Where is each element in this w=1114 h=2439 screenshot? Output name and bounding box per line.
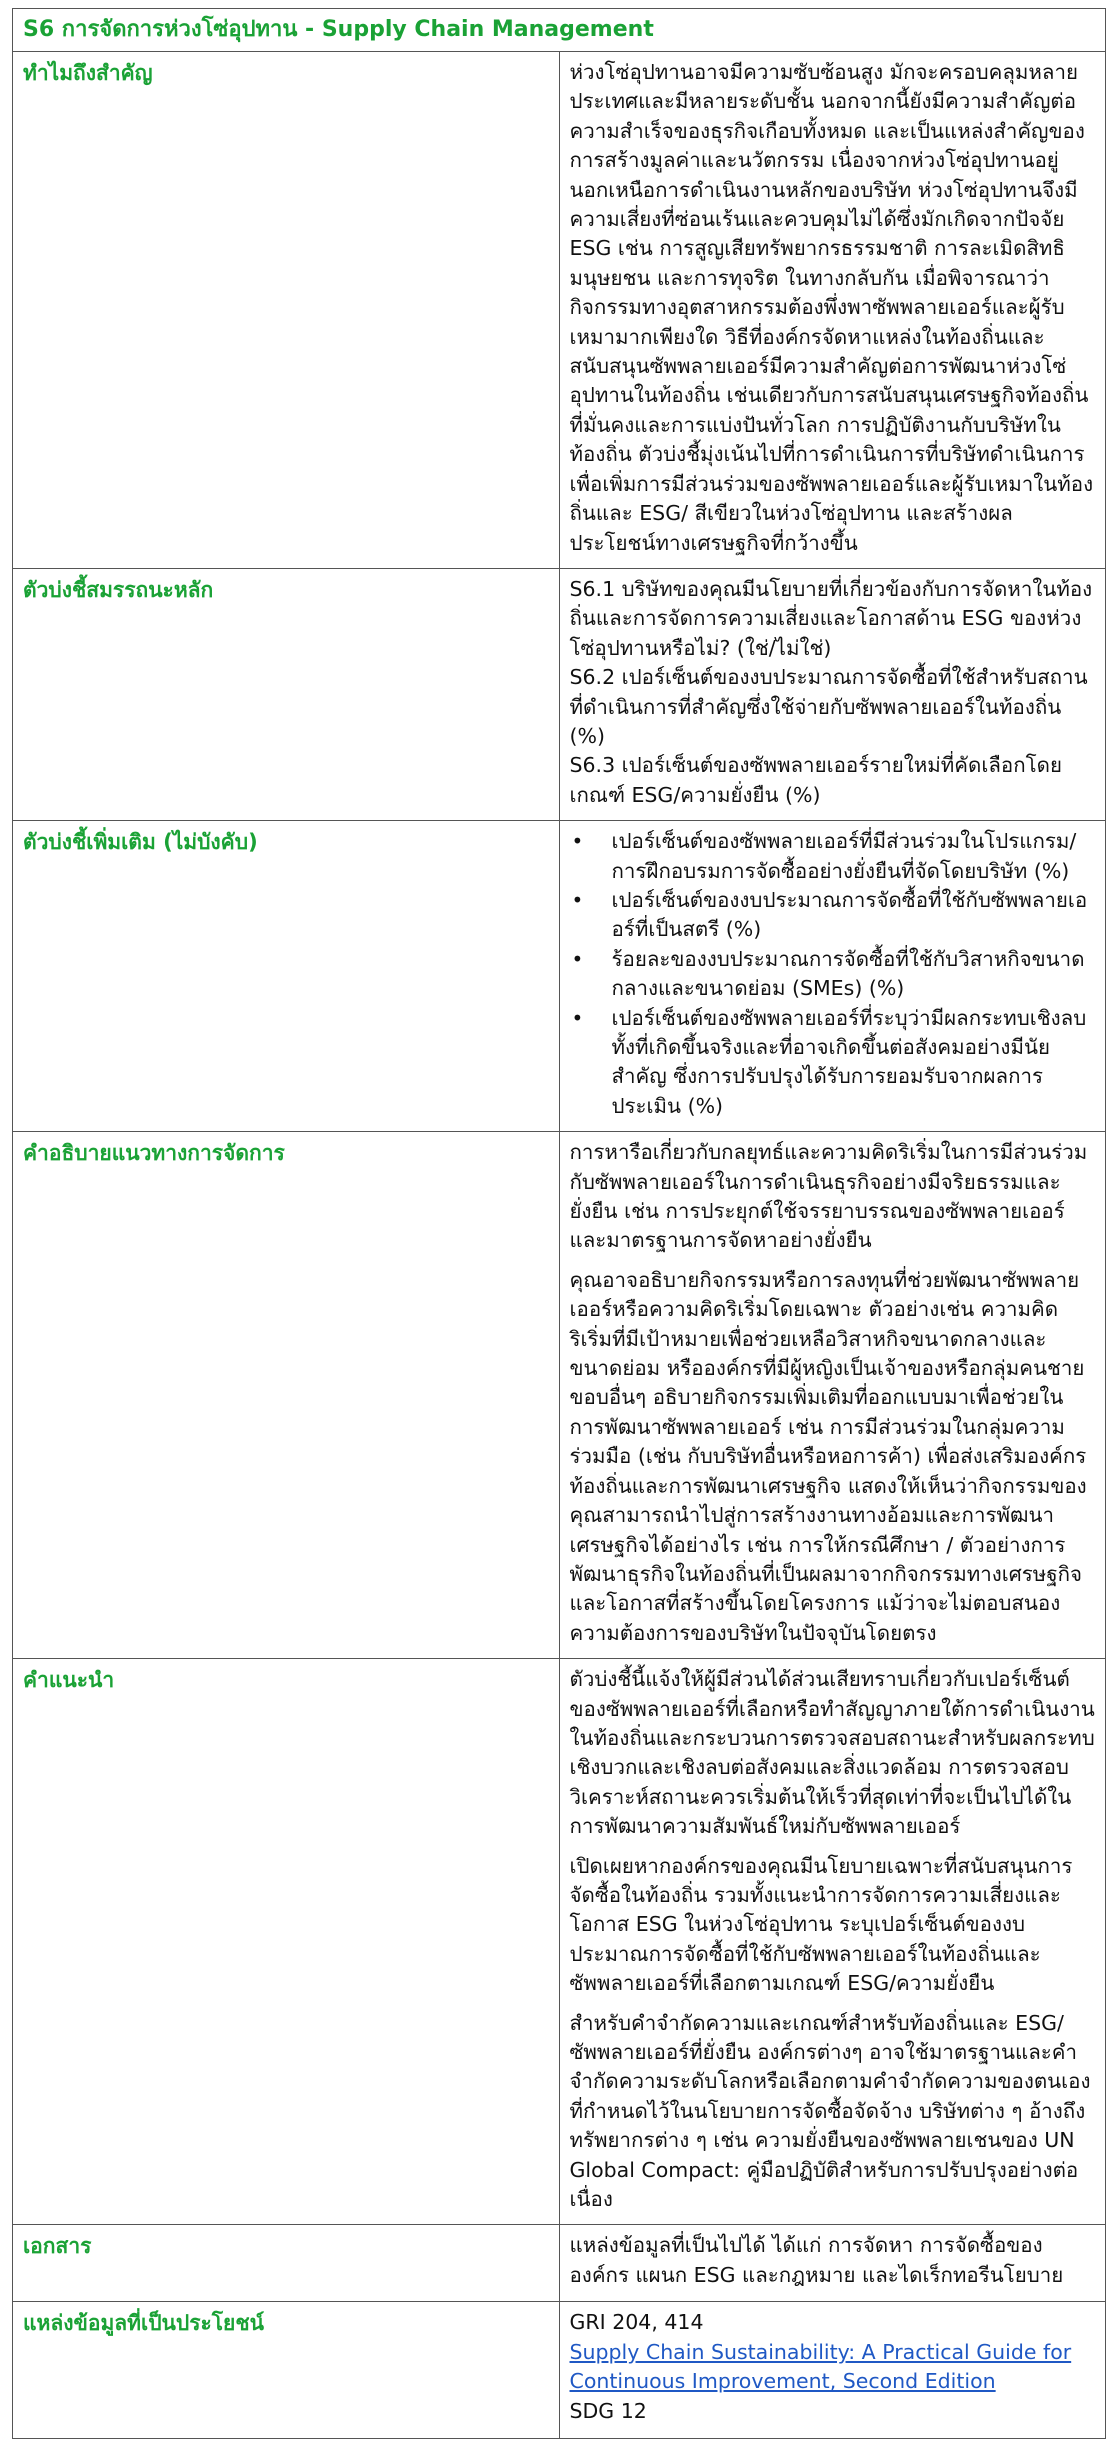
row-content-core-kpi bbox=[559, 568, 1106, 820]
row-useful-resources bbox=[13, 2302, 1106, 2439]
row-why-important bbox=[13, 52, 1106, 569]
row-management-approach bbox=[13, 1132, 1106, 1659]
row-label-useful-resources: แหล่งข้อมูลที่เป็นประโยชน์ bbox=[13, 2302, 560, 2439]
document-page bbox=[12, 8, 1106, 2439]
kpi-s6-2: S6.2 เปอร์เซ็นต์ของงบประมาณการจัดซื้อที่ใช้สำหรับสถานที่ดำเนินการที่สำคัญซึ่งใช้จ่ายกับซัพพลายเออร์ในท้องถิ่น (%) bbox=[569, 665, 1088, 748]
row-label-additional-kpi: ตัวบ่งชี้เพิ่มเติม (ไม่บังคับ) bbox=[13, 821, 560, 1132]
paragraph: ตัวบ่งชี้นี้แจ้งให้ผู้มีส่วนได้ส่วนเสียทราบเกี่ยวกับเปอร์เซ็นต์ของซัพพลายเออร์ที่เลือกหรือทำสัญญาภายใต้การดำเนินงานในท้องถิ่นและกระบวนการตรวจสอบสถานะสำหรับผลกระทบเชิงบวกและเชิงลบต่อสังคมและสิ่งแวดล้อม การตรวจสอบวิเคราะห์สถานะควรเริ่มต้นให้เร็วที่สุดเท่าที่จะเป็นไปได้ในการพัฒนาความสัมพันธ์ใหม่กับซัพพลายเออร์ bbox=[569, 1667, 1095, 1839]
row-additional-kpi bbox=[13, 821, 1106, 1132]
list-item: • เปอร์เซ็นต์ของซัพพลายเออร์ที่มีส่วนร่วมในโปรแกรม/การฝึกอบรมการจัดซื้ออย่างยั่งยืนที่จัดโดยบริษัท (%) bbox=[570, 827, 1096, 886]
paragraph: แหล่งข้อมูลที่เป็นไปได้ ได้แก่ การจัดหา การจัดซื้อขององค์กร แผนก ESG และกฎหมาย และไดเร็กทอรีนโยบาย bbox=[569, 2233, 1064, 2287]
list-item: • เปอร์เซ็นต์ของงบประมาณการจัดซื้อที่ใช้กับซัพพลายเออร์ที่เป็นสตรี (%) bbox=[570, 886, 1096, 945]
reference-sdg: SDG 12 bbox=[569, 2398, 647, 2423]
supply-chain-guide-link[interactable]: Supply Chain Sustainability: A Practical Guide for Continuous Improvement, Second Edition bbox=[569, 2339, 1072, 2394]
row-documents bbox=[13, 2225, 1106, 2302]
reference-gri: GRI 204, 414 bbox=[569, 2310, 704, 2335]
row-content-additional-kpi bbox=[559, 821, 1106, 1132]
list-item: • เปอร์เซ็นต์ของซัพพลายเออร์ที่ระบุว่ามีผลกระทบเชิงลบทั้งที่เกิดขึ้นจริงและที่อาจเกิดขึ้นต่อสังคมอย่างมีนัยสำคัญ ซึ่งการปรับปรุงได้รับการยอมรับจากผลการประเมิน (%) bbox=[570, 1004, 1096, 1122]
paragraph: ห่วงโซ่อุปทานอาจมีความซับซ้อนสูง มักจะครอบคลุมหลายประเทศและมีหลายระดับชั้น นอกจากนี้ยังมีความสำคัญต่อความสำเร็จของธุรกิจเกือบทั้งหมด และเป็นแหล่งสำคัญของการสร้างมูลค่าและนวัตกรรม เนื่องจากห่วงโซ่อุปทานอยู่นอกเหนือการดำเนินงานหลักของบริษัท ห่วงโซ่อุปทานจึงมีความเสี่ยงที่ซ่อนเร้นและควบคุมไม่ได้ซึ่งมักเกิดจากปัจจัย ESG เช่น การสูญเสียทรัพยากรธรรมชาติ การละเมิดสิทธิมนุษยชน และการทุจริต ในทางกลับกัน เมื่อพิจารณาว่ากิจกรรมทางอุตสาหกรรมต้องพึ่งพาซัพพลายเออร์และผู้รับเหมามากเพียงใด วิธีที่องค์กรจัดหาแหล่งในท้องถิ่นและสนับสนุนซัพพลายเออร์มีความสำคัญต่อการพัฒนาห่วงโซ่อุปทานในท้องถิ่น เช่นเดียวกับการสนับสนุนเศรษฐกิจท้องถิ่นที่มั่นคงและการแบ่งปันทั่วโลก การปฏิบัติงานกับบริษัทในท้องถิ่น ตัวบ่งชี้มุ่งเน้นไปที่การดำเนินการที่บริษัทดำเนินการเพื่อเพิ่มการมีส่วนร่วมของซัพพลายเออร์และผู้รับเหมาในท้องถิ่นและ ESG/ สีเขียวในห่วงโซ่อุปทาน และสร้างผลประโยชน์ทางเศรษฐกิจที่กว้างขึ้น bbox=[569, 60, 1094, 555]
kpi-s6-1: S6.1 บริษัทของคุณมีนโยบายที่เกี่ยวข้องกับการจัดหาในท้องถิ่นและการจัดการความเสี่ยงและโอกาสด้าน ESG ของห่วงโซ่อุปทานหรือไม่? (ใช่/ไม่ใช่) bbox=[569, 576, 1093, 660]
row-label-guidance: คำแนะนำ bbox=[13, 1659, 560, 2225]
row-label-why-important: ทำไมถึงสำคัญ bbox=[13, 52, 560, 569]
row-label-management-approach: คำอธิบายแนวทางการจัดการ bbox=[13, 1132, 560, 1659]
row-content-useful-resources bbox=[559, 2302, 1106, 2439]
paragraph: สำหรับคำจำกัดความและเกณฑ์สำหรับท้องถิ่นและ ESG/ซัพพลายเออร์ที่ยั่งยืน องค์กรต่างๆ อาจใช้มาตรฐานและคำจำกัดความระดับโลกหรือเลือกตามคำจำกัดความของตนเองที่กำหนดไว้ในนโยบายการจัดซื้อจัดจ้าง บริษัทต่าง ๆ อ้างถึงทรัพยากรต่าง ๆ เช่น ความยั่งยืนของซัพพลายเชนของ UN Global Compact: คู่มือปฏิบัติสำหรับการปรับปรุงอย่างต่อเนื่อง bbox=[569, 2010, 1091, 2212]
paragraph: การหารือเกี่ยวกับกลยุทธ์และความคิดริเริ่มในการมีส่วนร่วมกับซัพพลายเออร์ในการดำเนินธุรกิจอย่างมีจริยธรรมและยั่งยืน เช่น การประยุกต์ใช้จรรยาบรรณของซัพพลายเออร์และมาตรฐานการจัดหาอย่างยั่งยืน bbox=[569, 1140, 1088, 1253]
additional-kpi-list bbox=[570, 827, 1096, 1121]
row-content-management-approach bbox=[559, 1132, 1106, 1659]
table-title-row bbox=[13, 9, 1106, 52]
row-label-core-kpi: ตัวบ่งชี้สมรรถนะหลัก bbox=[13, 568, 560, 820]
row-content-guidance bbox=[559, 1659, 1106, 2225]
paragraph: คุณอาจอธิบายกิจกรรมหรือการลงทุนที่ช่วยพัฒนาซัพพลายเออร์หรือความคิดริเริ่มโดยเฉพาะ ตัวอย่างเช่น ความคิดริเริ่มที่มีเป้าหมายเพื่อช่วยเหลือวิสาหกิจขนาดกลางและขนาดย่อม หรือองค์กรที่มีผู้หญิงเป็นเจ้าของหรือกลุ่มคนชายขอบอื่นๆ อธิบายกิจกรรมเพิ่มเติมที่ออกแบบมาเพื่อช่วยในการพัฒนาซัพพลายเออร์ เช่น การมีส่วนร่วมในกลุ่มความร่วมมือ (เช่น กับบริษัทอื่นหรือหอการค้า) เพื่อส่งเสริมองค์กรท้องถิ่นและการพัฒนาเศรษฐกิจ แสดงให้เห็นว่ากิจกรรมของคุณสามารถนำไปสู่การสร้างงานทางอ้อมและการพัฒนาเศรษฐกิจได้อย่างไร เช่น การให้กรณีศึกษา / ตัวอย่างการพัฒนาธุรกิจในท้องถิ่นที่เป็นผลมาจากกิจกรรมทางเศรษฐกิจและโอกาสที่สร้างขึ้นโดยโครงการ แม้ว่าจะไม่ตอบสนองความต้องการของบริษัทในปัจจุบันโดยตรง bbox=[569, 1267, 1087, 1645]
row-label-documents: เอกสาร bbox=[13, 2225, 560, 2302]
row-core-kpi bbox=[13, 568, 1106, 820]
table-title: S6 การจัดการห่วงโซ่อุปทาน - Supply Chain Management bbox=[13, 9, 1106, 52]
supply-chain-table bbox=[12, 8, 1106, 2439]
row-guidance bbox=[13, 1659, 1106, 2225]
kpi-s6-3: S6.3 เปอร์เซ็นต์ของซัพพลายเออร์รายใหม่ที่คัดเลือกโดยเกณฑ์ ESG/ความยั่งยืน (%) bbox=[569, 753, 1062, 807]
reference-link-line bbox=[570, 2338, 1096, 2397]
row-content-why-important bbox=[559, 52, 1106, 569]
row-content-documents bbox=[559, 2225, 1106, 2302]
paragraph: เปิดเผยหากองค์กรของคุณมีนโยบายเฉพาะที่สนับสนุนการจัดซื้อในท้องถิ่น รวมทั้งแนะนำการจัดการความเสี่ยงและโอกาส ESG ในห่วงโซ่อุปทาน ระบุเปอร์เซ็นต์ของงบประมาณการจัดซื้อที่ใช้กับซัพพลายเออร์ในท้องถิ่นและซัพพลายเออร์ที่เลือกตามเกณฑ์ ESG/ความยั่งยืน bbox=[569, 1853, 1073, 1996]
list-item: • ร้อยละของงบประมาณการจัดซื้อที่ใช้กับวิสาหกิจขนาดกลางและขนาดย่อม (SMEs) (%) bbox=[570, 945, 1096, 1004]
